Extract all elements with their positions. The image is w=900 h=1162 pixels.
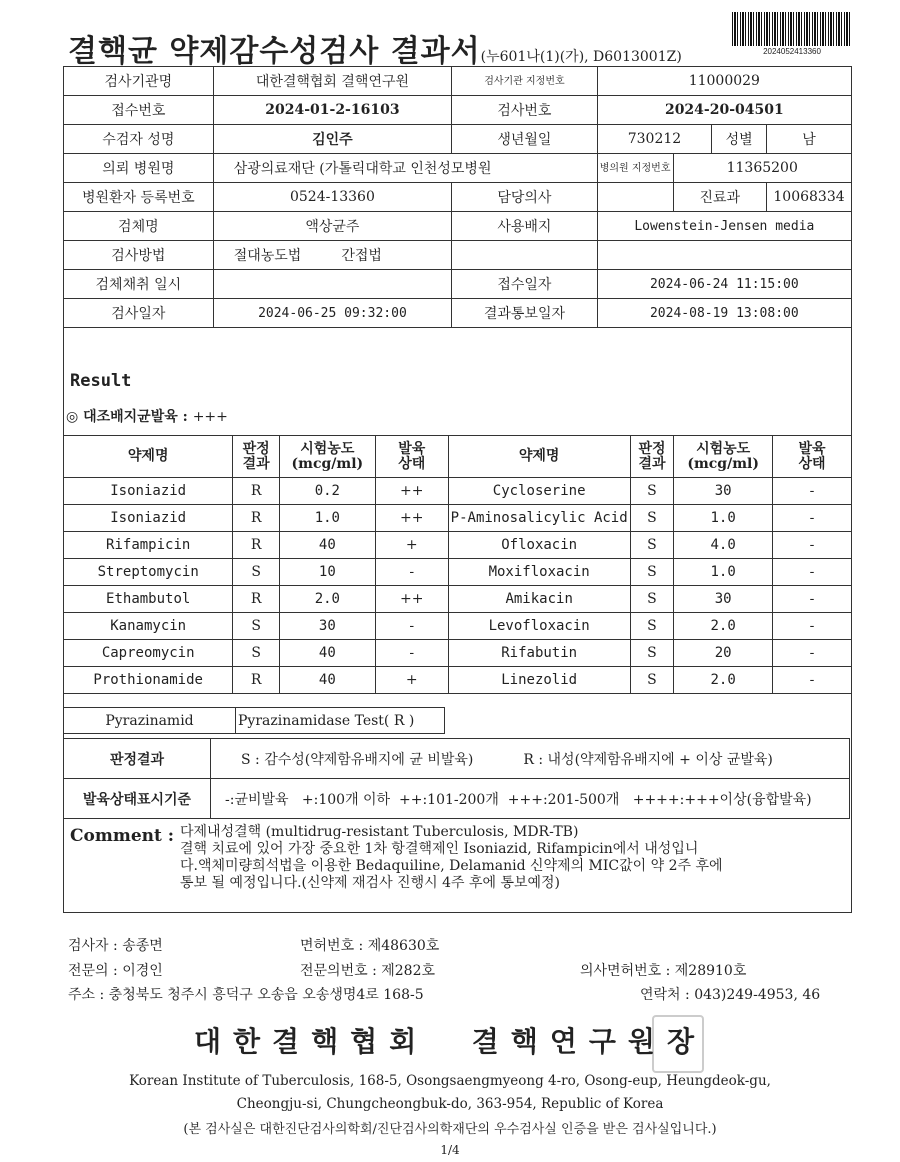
judgement: S — [630, 613, 674, 640]
control-growth: ◎ 대조배지균발육 : +++ — [66, 409, 228, 425]
drug-name: Kanamycin — [64, 613, 233, 640]
concentration: 10 — [279, 559, 375, 586]
table-row — [64, 478, 852, 505]
growth: ++ — [375, 505, 448, 532]
pza-label: Pyrazinamid — [64, 708, 236, 734]
label: 병의원 지정번호 — [597, 154, 673, 183]
drug-name: Isoniazid — [64, 505, 233, 532]
concentration: 2.0 — [674, 667, 773, 694]
growth: - — [773, 667, 852, 694]
english-address: Korean Institute of Tuberculosis, 168-5, Osongsaengmyeong 4-ro, Osong-eup, Heungdeok-gu, — [129, 1073, 771, 1089]
judgement: S — [233, 613, 280, 640]
label: 생년월일 — [452, 125, 598, 154]
growth-legend: -:균비발육 +:100개 이하 ++:101-200개 +++:201-500개 ++++:+++이상(융합발육) — [211, 779, 850, 819]
concentration: 30 — [279, 613, 375, 640]
result-heading: Result — [70, 371, 132, 391]
judgement: S — [233, 559, 280, 586]
value: 액상균주 — [213, 212, 451, 241]
concentration: 1.0 — [674, 559, 773, 586]
drug-name: Rifabutin — [448, 640, 630, 667]
label: 접수번호 — [64, 96, 214, 125]
drug-name: Linezolid — [448, 667, 630, 694]
judgement: S — [630, 478, 674, 505]
value: 2024-20-04501 — [597, 96, 851, 125]
label: 검사일자 — [64, 299, 214, 328]
column-header: 약제명 — [64, 436, 233, 478]
label: 검체채취 일시 — [64, 270, 214, 299]
table-row — [64, 640, 852, 667]
value: 2024-08-19 13:08:00 — [597, 299, 851, 328]
contact: 연락처 : 043)249-4953, 46 — [640, 987, 821, 1003]
growth: - — [375, 613, 448, 640]
value: 730212 — [597, 125, 712, 154]
column-header: 약제명 — [448, 436, 630, 478]
concentration: 1.0 — [279, 505, 375, 532]
label: 검사기관명 — [64, 67, 214, 96]
growth: + — [375, 532, 448, 559]
value: 절대농도법 간접법 — [213, 241, 451, 270]
growth: + — [375, 667, 448, 694]
concentration: 40 — [279, 667, 375, 694]
column-header: 발육 상태 — [375, 436, 448, 478]
judge-legend: S : 감수성(약제함유배지에 균 비발육) R : 내성(약제함유배지에 + 이상 균발육) — [211, 739, 850, 779]
concentration: 4.0 — [674, 532, 773, 559]
organization-name: 대한결핵협회 결핵연구원장 — [193, 1025, 707, 1058]
value: 2024-06-25 09:32:00 — [213, 299, 451, 328]
label: 검사번호 — [452, 96, 598, 125]
drug-name: Ofloxacin — [448, 532, 630, 559]
value — [597, 183, 673, 212]
table-row — [64, 559, 852, 586]
column-header: 발육 상태 — [773, 436, 852, 478]
table-row — [64, 505, 852, 532]
label: 수검자 성명 — [64, 125, 214, 154]
specialist: 전문의 : 이경인 — [68, 963, 163, 979]
page-number: 1/4 — [440, 1143, 460, 1157]
license-no: 면허번호 : 제48630호 — [300, 938, 440, 954]
drug-name: Amikacin — [448, 586, 630, 613]
concentration: 30 — [674, 478, 773, 505]
label: 검사방법 — [64, 241, 214, 270]
value — [213, 270, 451, 299]
info-table — [63, 66, 852, 328]
judgement: S — [233, 640, 280, 667]
table-row — [64, 586, 852, 613]
growth: - — [773, 559, 852, 586]
drug-name: Levofloxacin — [448, 613, 630, 640]
value: 0524-13360 — [213, 183, 451, 212]
concentration: 30 — [674, 586, 773, 613]
judgement: S — [630, 505, 674, 532]
value: 2024-06-24 11:15:00 — [597, 270, 851, 299]
judgement: S — [630, 667, 674, 694]
pza-value: Pyrazinamidase Test( R ) — [236, 708, 445, 734]
label: 검체명 — [64, 212, 214, 241]
judgement: R — [233, 478, 280, 505]
drug-name: Ethambutol — [64, 586, 233, 613]
judgement: S — [630, 559, 674, 586]
value: 삼광의료재단 (가톨릭대학교 인천성모병원 — [213, 154, 597, 183]
growth: ++ — [375, 478, 448, 505]
value: 남 — [767, 125, 852, 154]
barcode — [732, 12, 852, 46]
growth: - — [773, 505, 852, 532]
label: 성별 — [712, 125, 767, 154]
concentration: 20 — [674, 640, 773, 667]
drug-table — [63, 435, 852, 694]
table-row — [64, 613, 852, 640]
table-row — [64, 667, 852, 694]
label: 사용배지 — [452, 212, 598, 241]
doctor-license: 의사면허번호 : 제28910호 — [580, 963, 747, 979]
growth: - — [773, 613, 852, 640]
value: 대한결핵협회 결핵연구원 — [213, 67, 451, 96]
concentration: 0.2 — [279, 478, 375, 505]
judgement: R — [233, 505, 280, 532]
growth: - — [773, 532, 852, 559]
drug-name: Streptomycin — [64, 559, 233, 586]
label: 접수일자 — [452, 270, 598, 299]
concentration: 2.0 — [279, 586, 375, 613]
column-header: 시험농도 (mcg/ml) — [279, 436, 375, 478]
value: 10068334 — [767, 183, 852, 212]
drug-name: Rifampicin — [64, 532, 233, 559]
concentration: 40 — [279, 532, 375, 559]
label: 검사기관 지정번호 — [452, 67, 598, 96]
label: 담당의사 — [452, 183, 598, 212]
address: 주소 : 충청북도 청주시 흥덕구 오송읍 오송생명4로 168-5 — [68, 987, 424, 1003]
growth: - — [773, 640, 852, 667]
judgement: R — [233, 586, 280, 613]
column-header: 판정 결과 — [630, 436, 674, 478]
growth: ++ — [375, 586, 448, 613]
label: 병원환자 등록번호 — [64, 183, 214, 212]
value: 11000029 — [597, 67, 851, 96]
growth: - — [375, 559, 448, 586]
judgement: S — [630, 586, 674, 613]
comment-label: Comment : — [70, 826, 175, 846]
drug-name: Moxifloxacin — [448, 559, 630, 586]
judgement: R — [233, 532, 280, 559]
value: 11365200 — [673, 154, 852, 183]
judgement: S — [630, 640, 674, 667]
concentration: 2.0 — [674, 613, 773, 640]
legend-table — [63, 738, 850, 819]
value: Lowenstein-Jensen media — [597, 212, 851, 241]
pza-table — [63, 707, 445, 734]
english-address-2: Cheongju-si, Chungcheongbuk-do, 363-954, Republic of Korea — [236, 1096, 664, 1112]
growth: - — [375, 640, 448, 667]
document-title: 결핵균 약제감수성검사 결과서(누601나(1)(가), D6013001Z) — [68, 34, 682, 69]
comment-text: 다제내성결핵 (multidrug-resistant Tuberculosis, MDR-TB) 결핵 치료에 있어 가장 중요한 1차 항결핵제인 Isoniazid, Rifampicin에서 내성입니 다.액체미량희석법을 이용한 Bedaquiline, Delamanid 신약제의 MIC값이 약 2주 후에 통보 될 예정입니다.(신약제 재검사 진행시 4주 후에 통보예정) — [180, 824, 723, 891]
tester: 검사자 : 송종면 — [68, 938, 163, 954]
concentration: 40 — [279, 640, 375, 667]
patient-name: 김인주 — [213, 125, 451, 154]
label: 결과통보일자 — [452, 299, 598, 328]
column-header: 시험농도 (mcg/ml) — [674, 436, 773, 478]
certification-note: (본 검사실은 대한진단검사의학회/진단검사의학재단의 우수검사실 인증을 받은 검사실입니다.) — [183, 1122, 717, 1137]
drug-name: Capreomycin — [64, 640, 233, 667]
label: 의뢰 병원명 — [64, 154, 214, 183]
concentration: 1.0 — [674, 505, 773, 532]
table-row — [64, 532, 852, 559]
value: 2024-01-2-16103 — [213, 96, 451, 125]
judgement: S — [630, 532, 674, 559]
judgement: R — [233, 667, 280, 694]
label: 진료과 — [673, 183, 767, 212]
drug-name: Prothionamide — [64, 667, 233, 694]
drug-name: P-Aminosalicylic Acid — [448, 505, 630, 532]
specialist-no: 전문의번호 : 제282호 — [300, 963, 436, 979]
column-header: 판정 결과 — [233, 436, 280, 478]
growth: - — [773, 586, 852, 613]
drug-name: Cycloserine — [448, 478, 630, 505]
barcode-number: 2024052413360 — [763, 47, 821, 56]
drug-name: Isoniazid — [64, 478, 233, 505]
label: 발육상태표시기준 — [64, 779, 211, 819]
growth: - — [773, 478, 852, 505]
label: 판정결과 — [64, 739, 211, 779]
